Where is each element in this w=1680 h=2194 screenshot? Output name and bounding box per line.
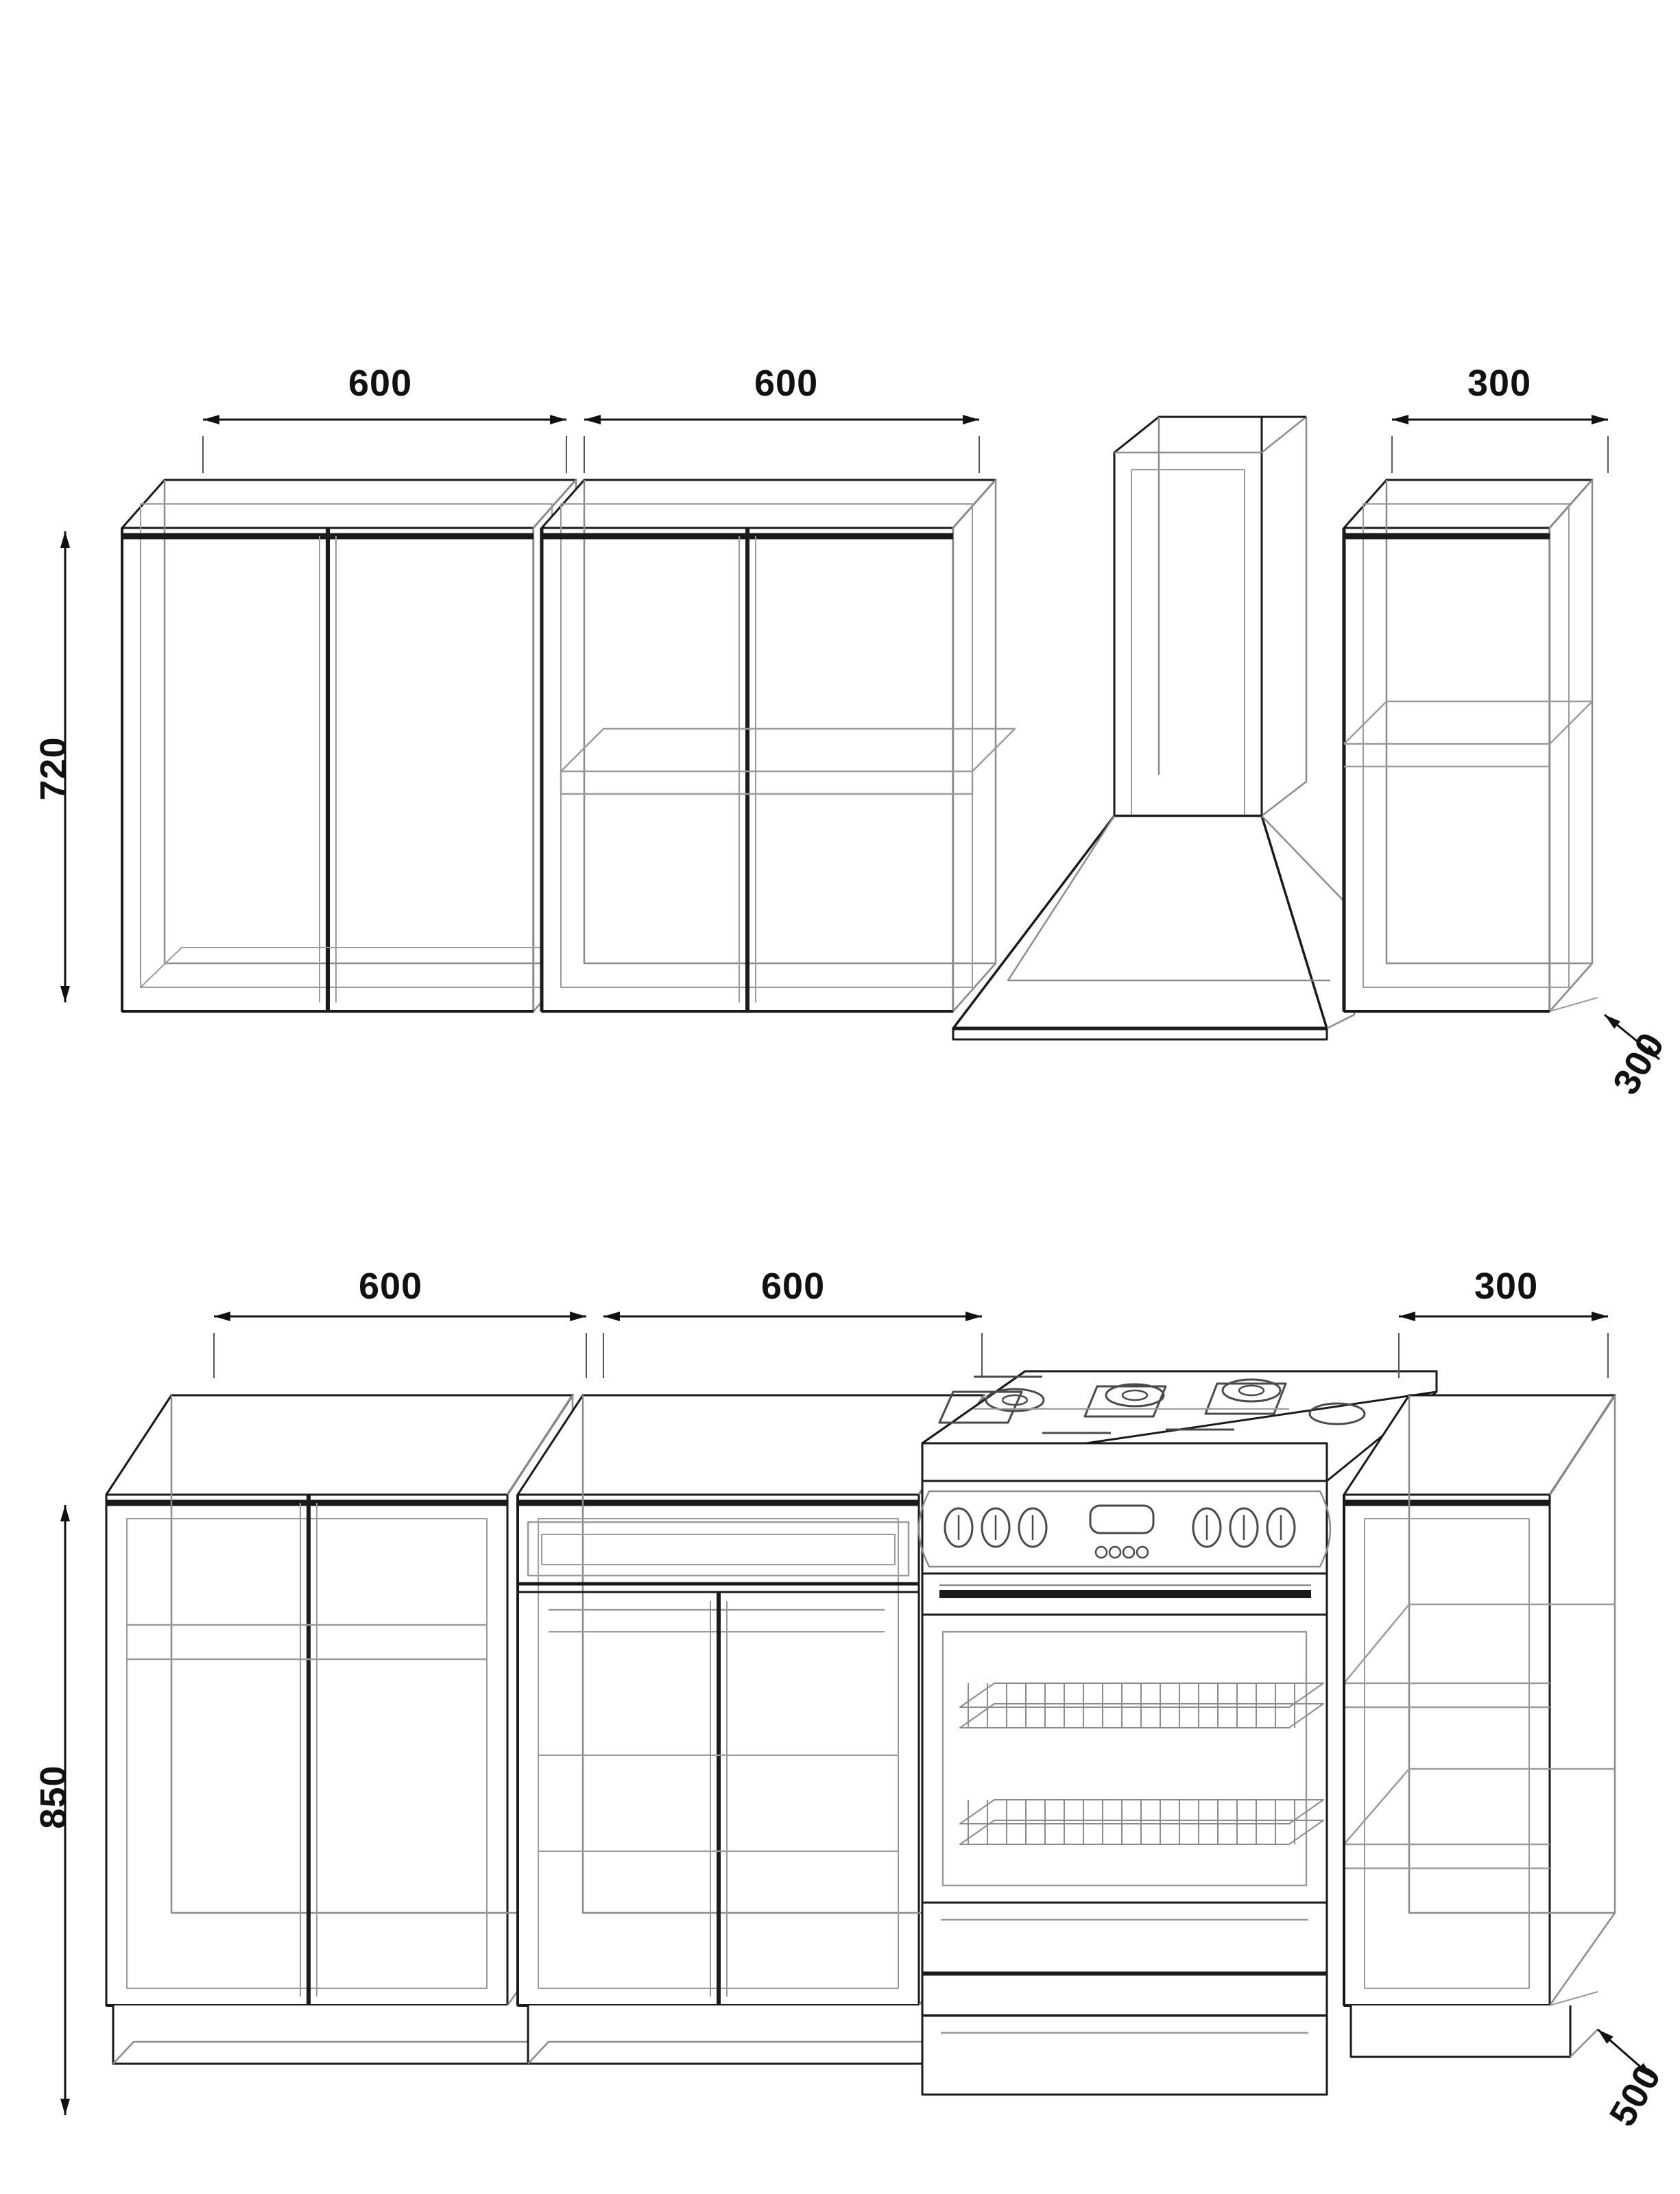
wall-cabinet-b bbox=[542, 480, 1015, 1011]
dimension-lower-height: 850 bbox=[33, 1765, 74, 1829]
base-cabinet-a bbox=[106, 1395, 573, 2064]
wall-cabinet-c bbox=[1344, 480, 1598, 1011]
dimension-upper-width-2: 600 bbox=[754, 363, 819, 404]
dimension-lower-width-3: 300 bbox=[1474, 1266, 1539, 1307]
dimension-upper-height: 720 bbox=[33, 736, 74, 801]
upper-elevation-group bbox=[65, 417, 1659, 1059]
dimension-lower-width-2: 600 bbox=[761, 1266, 826, 1307]
wall-cabinet-a bbox=[122, 480, 593, 1011]
dimension-upper-width-1: 600 bbox=[348, 363, 413, 404]
dimension-lower-depth: 500 bbox=[1601, 2057, 1670, 2134]
dimension-upper-depth: 300 bbox=[1605, 1025, 1673, 1102]
dimension-upper-width-3: 300 bbox=[1467, 363, 1532, 404]
dimension-lower-width-1: 600 bbox=[359, 1266, 423, 1307]
base-cabinet-b bbox=[518, 1395, 984, 2064]
lower-elevation-group bbox=[65, 1316, 1653, 2115]
base-cabinet-c bbox=[1344, 1395, 1615, 2057]
